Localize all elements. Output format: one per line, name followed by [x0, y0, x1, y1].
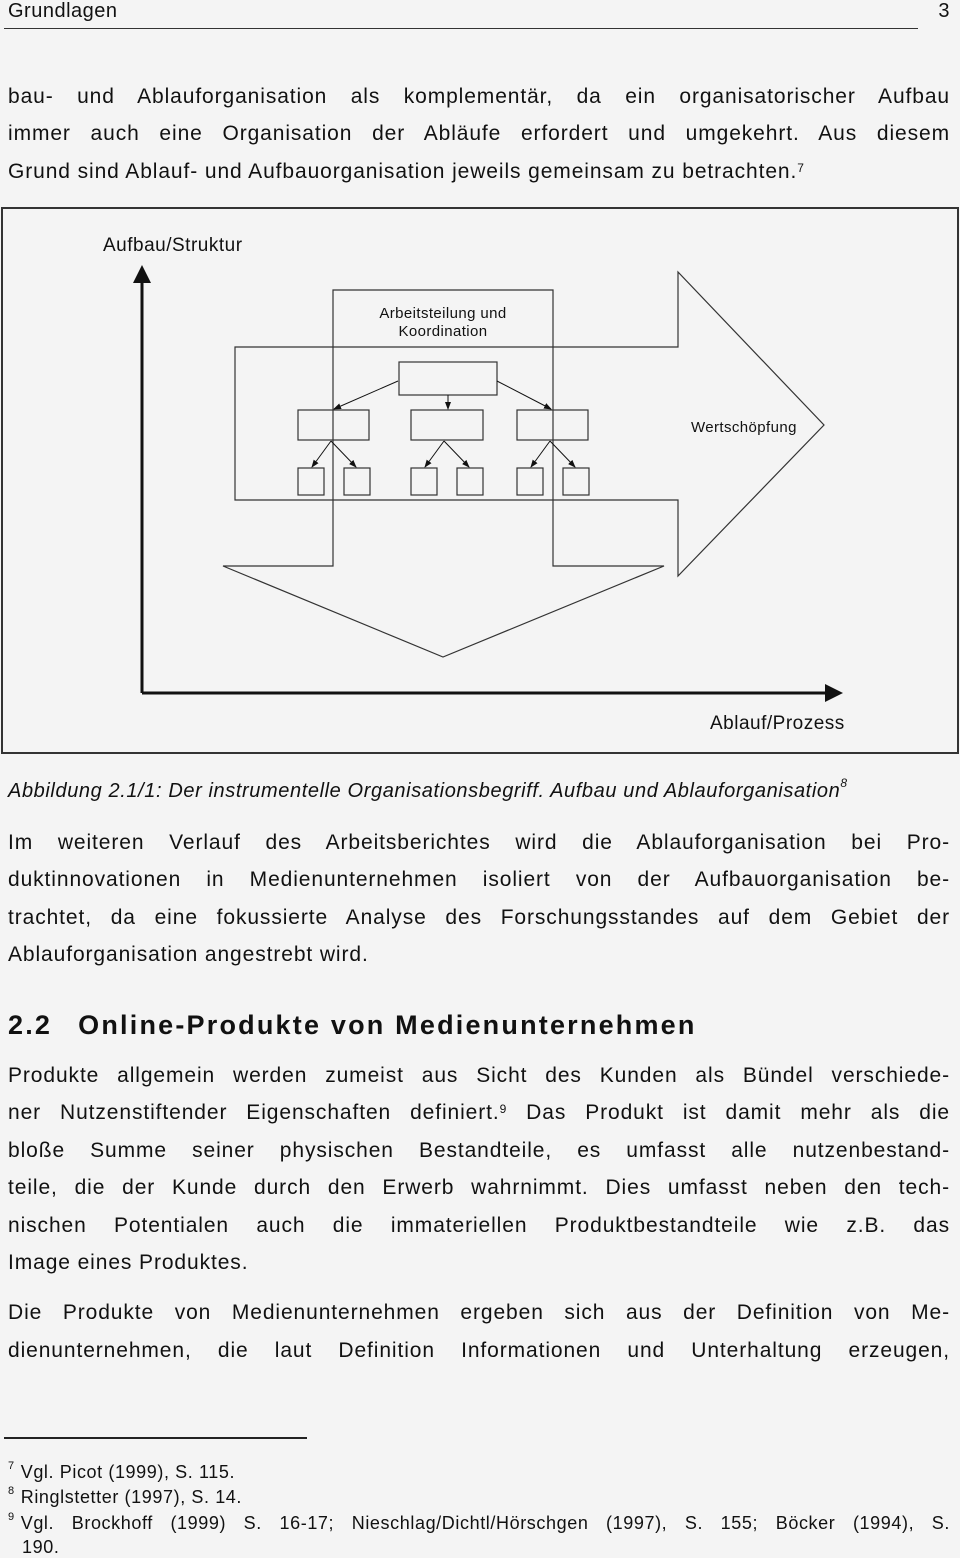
footnote-number: 7	[8, 1460, 15, 1472]
body-line: teile, die der Kunde durch den Erwerb wahrnimmt. Dies umfasst neben den tech-	[8, 1176, 950, 1199]
body-line: Die Produkte von Medienunternehmen ergeben sich aus der Definition von Me-	[8, 1301, 950, 1324]
org-box-small	[344, 468, 370, 495]
org-box-small	[411, 468, 437, 495]
box-label-line1: Arbeitsteilung und	[379, 305, 507, 322]
caption-text: Abbildung 2.1/1: Der instrumentelle Organisationsbegriff. Aufbau und Ablauforganisation	[8, 780, 841, 802]
body-line: Ablauforganisation angestrebt wird.	[8, 943, 369, 966]
section-heading	[8, 1010, 697, 1041]
box-label-line2: Koordination	[398, 323, 488, 340]
footnote-continuation: 190.	[22, 1537, 60, 1557]
page-number: 3	[938, 0, 950, 22]
y-axis-label: Aufbau/Struktur	[103, 235, 243, 256]
org-box-small	[457, 468, 483, 495]
org-box-small	[298, 468, 324, 495]
footnote-number: 8	[8, 1485, 15, 1497]
body-line: Im weiteren Verlauf des Arbeitsberichtes wird die Ablauforganisation bei Pro-	[8, 831, 950, 854]
body-line: bloße Summe seiner physischen Bestandteile, es umfasst alle nutzenbestand-	[8, 1139, 950, 1162]
footnote-text: Vgl. Picot (1999), S. 115.	[20, 1462, 236, 1482]
org-box-small	[563, 468, 589, 495]
org-box-small	[517, 468, 543, 495]
footnote	[8, 1462, 235, 1483]
running-header-title: Grundlagen	[8, 0, 118, 22]
footnote-text: Vgl. Brockhoff (1999) S. 16-17; Nieschlag/Dichtl/Hörschgen (1997), S. 155; Böcker (1994), S.	[20, 1513, 950, 1533]
body-line: bau- und Ablauforganisation als komplementär, da ein organisatorischer Aufbau	[8, 85, 950, 108]
organisation-diagram	[0, 0, 960, 760]
section-number: 2.2	[8, 1010, 53, 1040]
body-line: trachtet, da eine fokussierte Analyse des Forschungsstandes auf dem Gebiet der	[8, 906, 950, 929]
body-line: dienunternehmen, die laut Definition Informationen und Unterhaltung erzeugen,	[8, 1339, 950, 1362]
footnote	[8, 1487, 242, 1508]
body-line: duktinnovationen in Medienunternehmen isoliert von der Aufbauorganisation be-	[8, 868, 950, 891]
body-line: Image eines Produktes.	[8, 1251, 249, 1274]
footnote-ref: 9	[499, 1102, 508, 1116]
body-line: Produkte allgemein werden zumeist aus Sicht des Kunden als Bündel verschiede-	[8, 1064, 950, 1087]
arrow-label: Wertschöpfung	[691, 419, 797, 436]
org-box-mid	[411, 410, 483, 440]
body-line: immer auch eine Organisation der Abläufe erfordert und umgekehrt. Aus diesem	[8, 122, 950, 145]
org-box-top	[399, 362, 497, 395]
footnote	[8, 1513, 950, 1534]
body-text: Grund sind Ablauf- und Aufbauorganisation jeweils gemeinsam zu betrachten.	[8, 160, 798, 183]
footnote-ref: 8	[840, 776, 848, 790]
footnote-number: 9	[8, 1511, 15, 1523]
body-text: ner Nutzenstiftender Eigenschaften definiert.	[8, 1101, 500, 1124]
body-text: Das Produkt ist damit mehr als die	[507, 1101, 950, 1124]
footnote-ref: 7	[797, 161, 805, 175]
figure-caption	[8, 776, 848, 803]
body-line: nischen Potentialen auch die immateriellen Produktbestandteile wie z.B. das	[8, 1214, 950, 1237]
section-title: Online-Produkte von Medienunternehmen	[78, 1010, 697, 1040]
footnote-text: Ringlstetter (1997), S. 14.	[20, 1487, 243, 1507]
footnote-separator	[4, 1437, 307, 1439]
body-line	[8, 1100, 950, 1126]
x-axis-label: Ablauf/Prozess	[710, 713, 845, 734]
